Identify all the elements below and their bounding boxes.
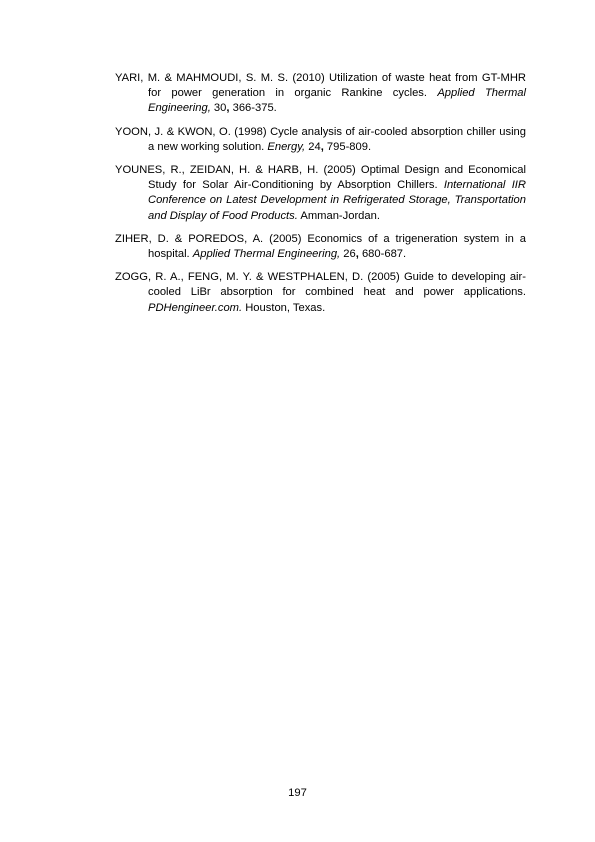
reference-volume: 24 (305, 140, 321, 153)
reference-pages: 795-809. (323, 140, 372, 153)
reference-entry (115, 71, 526, 117)
reference-pages: 680-687. (358, 248, 407, 261)
reference-entry (115, 270, 526, 316)
page-number: 197 (288, 787, 307, 799)
reference-authors-title: YOUNES, R., ZEIDAN, H. & HARB, H. (2005) Optimal Design and Economical Study for Solar Air-Conditioning by Absorption Chillers. (115, 164, 526, 192)
reference-journal: Applied Thermal Engineering, (148, 87, 526, 115)
reference-authors-title: ZIHER, D. & POREDOS, A. (2005) Economics of a trigeneration system in a hospital. (115, 232, 526, 261)
reference-location: Houston, Texas. (242, 301, 326, 314)
reference-entry (115, 232, 526, 262)
reference-authors-title: ZOGG, R. A., FENG, M. Y. & WESTPHALEN, D. (2005) Guide to developing air-cooled LiBr absorption for combined heat and power applications. (115, 271, 526, 299)
reference-separator: , (320, 140, 324, 153)
reference-journal: Energy, (267, 140, 306, 153)
reference-authors-title: YARI, M. & MAHMOUDI, S. M. S. (2010) Utilization of waste heat from GT-MHR for power generation in organic Rankine cycles. (115, 72, 526, 100)
reference-journal: Applied Thermal Engineering, (192, 248, 341, 261)
reference-source: PDHengineer.com. (148, 301, 243, 314)
reference-authors-title: YOON, J. & KWON, O. (1998) Cycle analysis of air-cooled absorption chiller using a new working solution. (115, 125, 526, 153)
reference-entry (115, 163, 526, 224)
reference-volume: 30 (210, 102, 227, 115)
reference-list (115, 71, 526, 316)
reference-conference: International IIR Conference on Latest Development in Refrigerated Storage, Transportation and Display of Food Products. (148, 179, 526, 222)
reference-pages: 366-375. (229, 102, 277, 115)
reference-volume: 26 (340, 248, 356, 261)
reference-separator: , (355, 248, 359, 261)
reference-location: Amman-Jordan. (297, 209, 380, 222)
reference-entry (115, 125, 526, 155)
reference-separator: , (226, 102, 230, 115)
